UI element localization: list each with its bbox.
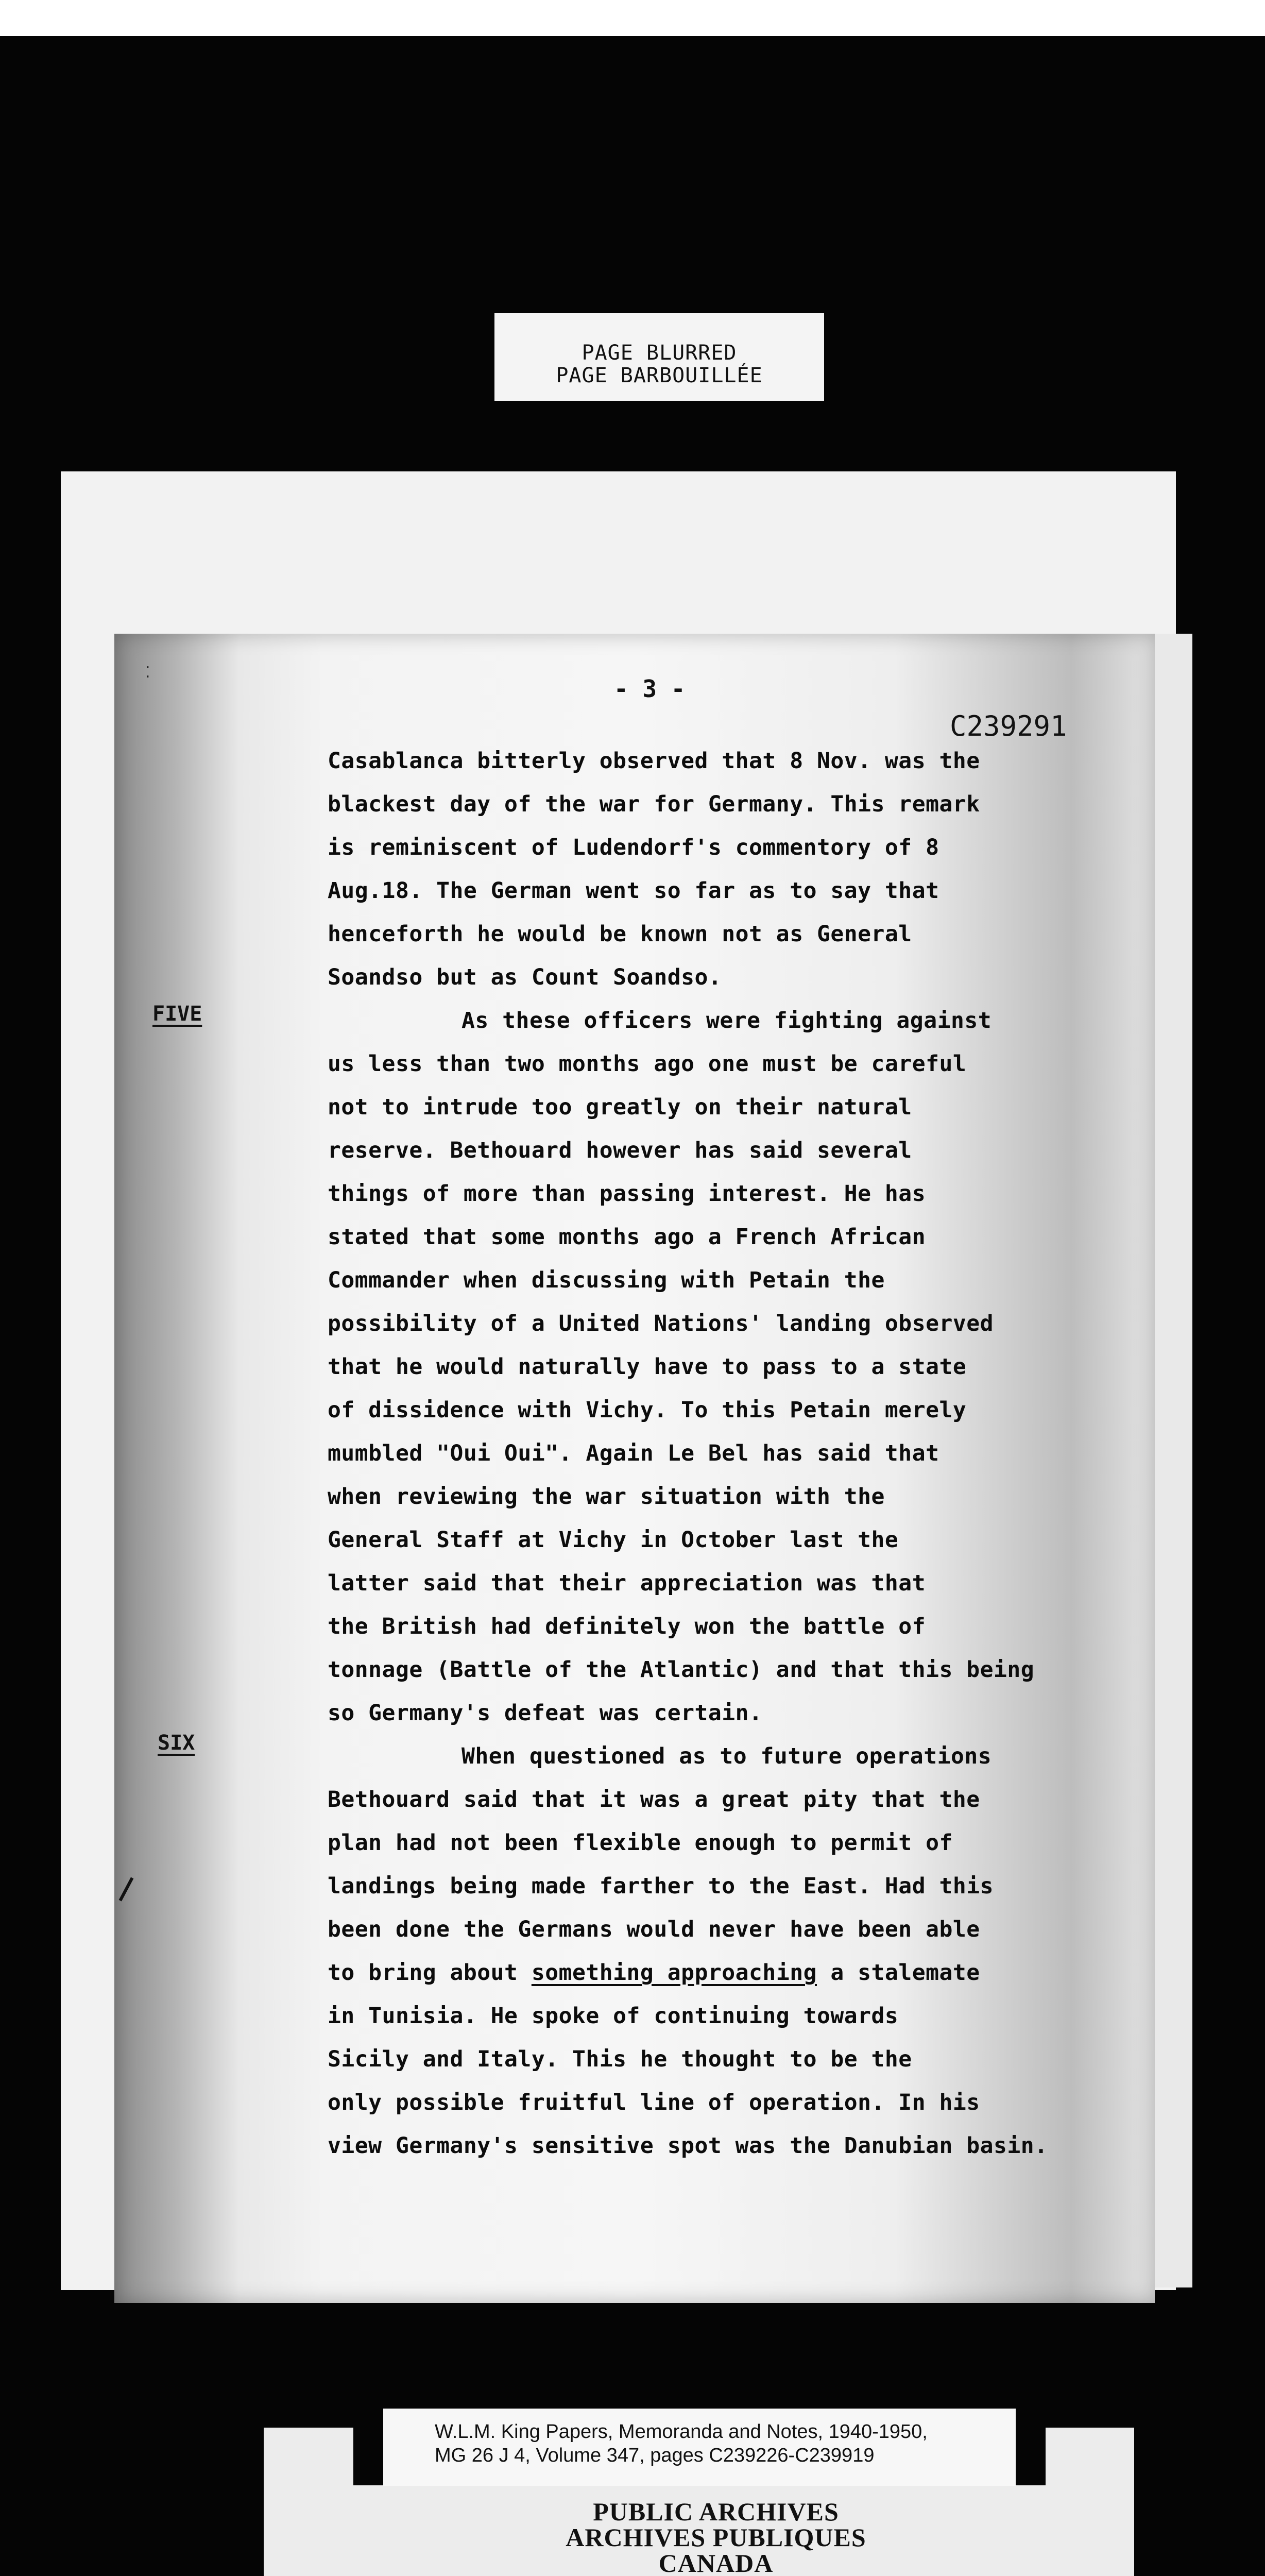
text-line: things of more than passing interest. He has [328,1181,926,1207]
footer-tab [353,2428,383,2485]
text-segment: to bring about [328,1960,532,1986]
text-line: the British had definitely won the battle of [328,1614,926,1639]
margin-dots-mark: ⁚ [145,664,150,682]
margin-label-five: FIVE [152,1002,202,1026]
text-line: Aug.18. The German went so far as to say that [328,878,939,904]
text-line: Casablanca bitterly observed that 8 Nov. was the [328,748,980,774]
text-line: Soandso but as Count Soandso. [328,964,722,990]
text-line: plan had not been flexible enough to permit of [328,1830,953,1856]
blur-notice-french: PAGE BARBOUILLÉE [556,364,763,387]
text-line: tonnage (Battle of the Atlantic) and that this being [328,1657,1035,1683]
text-line: latter said that their appreciation was that [328,1570,926,1596]
stamp-line-2: ARCHIVES PUBLIQUES [566,2523,866,2552]
text-line: blackest day of the war for Germany. This remark [328,791,980,817]
text-line: henceforth he would be known not as General [328,921,912,947]
text-line: Bethouard said that it was a great pity that the [328,1787,980,1812]
text-line: landings being made farther to the East. Had this [328,1873,994,1899]
text-line: of dissidence with Vichy. To this Petain merely [328,1397,967,1423]
margin-pen-mark [119,1877,149,1910]
archive-caption-line-1: W.L.M. King Papers, Memoranda and Notes, 1940-1950, [435,2421,928,2443]
text-line: us less than two months ago one must be careful [328,1051,967,1077]
text-line: when reviewing the war situation with the [328,1484,885,1510]
text-line: so Germany's defeat was certain. [328,1700,763,1726]
text-line: As these officers were fighting against [461,1008,992,1033]
text-line: General Staff at Vichy in October last the [328,1527,899,1553]
text-line: view Germany's sensitive spot was the Danubian basin. [328,2133,1048,2159]
public-archives-stamp [448,2499,984,2576]
text-line: in Tunisia. He spoke of continuing towards [328,2003,899,2029]
footer-tab [1016,2428,1046,2485]
text-line: not to intrude too greatly on their natural [328,1094,912,1120]
page-blurred-label [494,313,824,401]
text-line: mumbled "Oui Oui". Again Le Bel has said that [328,1440,939,1466]
text-line: Sicily and Italy. This he thought to be the [328,2046,912,2072]
underlined-phrase: something approaching [531,1960,817,1986]
text-line: stated that some months ago a French African [328,1224,926,1250]
text-line: been done the Germans would never have been able [328,1917,980,1942]
text-line: reserve. Bethouard however has said several [328,1138,912,1163]
stamp-line-3: CANADA [658,2549,774,2576]
text-line: only possible fruitful line of operation. In his [328,2090,980,2115]
blur-notice-english: PAGE BLURRED [582,341,737,365]
document-body-text [328,739,1141,2167]
document-page [114,634,1155,2303]
text-line: is reminiscent of Ludendorf's commentory of 8 [328,835,939,860]
stamp-line-1: PUBLIC ARCHIVES [593,2497,839,2526]
text-line-underlined [328,1951,1141,1994]
archive-caption [383,2409,1016,2486]
text-line: When questioned as to future operations [461,1743,992,1769]
text-segment: a stalemate [816,1960,980,1986]
document-id-stamp: C239291 [950,710,1067,742]
text-line: possibility of a United Nations' landing observed [328,1311,994,1336]
text-line: that he would naturally have to pass to a state [328,1354,967,1380]
margin-label-six: SIX [158,1731,195,1755]
archive-caption-line-2: MG 26 J 4, Volume 347, pages C239226-C239919 [435,2445,875,2466]
page-number: - 3 - [614,675,686,703]
text-line: Commander when discussing with Petain the [328,1267,885,1293]
